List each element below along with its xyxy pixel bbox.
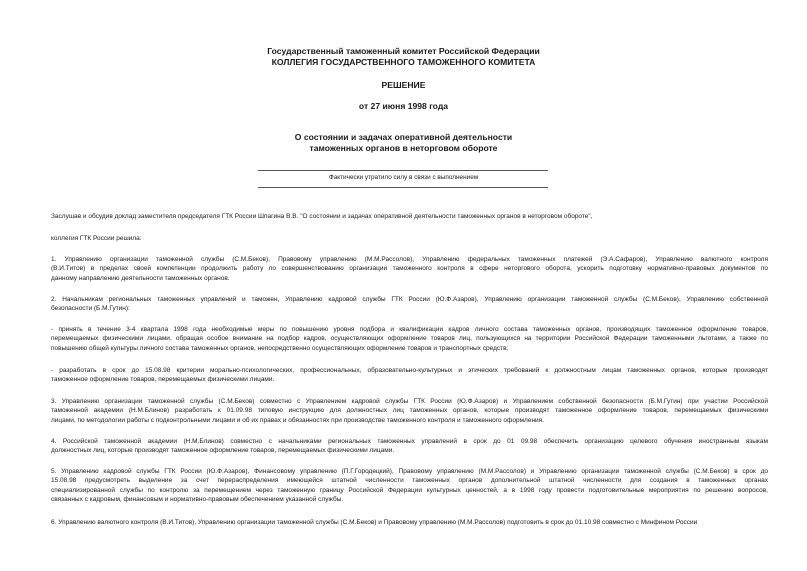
status-note-top-rule: [258, 170, 548, 171]
paragraph-item-2-criteria: [51, 366, 768, 385]
paragraph-item-3: [51, 397, 768, 425]
paragraph-line: перемещаемых физическими лицами, обращая особое внимание на подбор кадров, осуществляющих оформление товаров лиц, пользующихся на территории Российской Федерации таможенными льготами, а также по: [51, 335, 768, 343]
paragraph-line: коллегия ГТК России решила:: [51, 235, 142, 242]
paragraph-item-1: [51, 255, 768, 283]
paragraph-line: лицами, по методологии работы с подконтрольными лицами и об их правах и обязанностях при производстве таможенного контроля и таможенного оформления.: [51, 416, 545, 424]
paragraph-line: данному направлению деятельности таможенных органов.: [51, 274, 230, 282]
paragraph-line: связанных с кадровым, финансовым и нормативно-правовым обеспечением указанной службы.: [51, 495, 344, 503]
paragraph-line: 5. Управлению кадровой службы ГТК России (Ю.Ф.Азаров), Финансовому управлению (П.Г.Городецкий), Правовому управлению (М.М.Рассолов) и Управлению организации таможенной службы (С.М.Беков) в срок до: [51, 468, 768, 475]
paragraph-item-5: [51, 467, 768, 504]
paragraph-item-2: [51, 295, 768, 314]
paragraph-line: 3. Управлению организации таможенной службы (С.М.Беков) совместно с Управлением кадровой службы ГТК России (Ю.Ф.Азаров) и Управлением собственной безопасности (Б.М.Гутин) при участии Российской: [51, 398, 768, 405]
paragraph-line: 15.08.98 предусмотреть выделение за счет перераспределения имеющейся штатной численности таможенных органов дополнительной штатной численности для создания в таможенных органах: [51, 477, 768, 485]
document-title-line-1: О состоянии и задачах оперативной деятельности: [294, 132, 513, 142]
paragraph-line: 6. Управлению валютного контроля (В.И.Титов), Управлению организации таможенной службы (С.М.Беков) и Правовому управлению (М.М.Рассолов) подготовить в срок до 01.10.98 совместно с Минфином России: [51, 519, 698, 526]
document-date: от 27 июня 1998 года: [358, 101, 449, 111]
document-type: РЕШЕНИЕ: [381, 80, 426, 90]
paragraph-line: 2. Начальникам региональных таможенных управлений и таможен, Управлению кадровой службы ГТК России (Ю.Ф.Азаров), Управлению организации таможенной службы (С.М.Беков), Управлению собственной: [51, 296, 768, 303]
paragraph-line: - разработать в срок до 15.08.98 критерии морально-психологических, профессиональных, образовательно-культурных и этических требований к должностным лицам таможенных органов, которые производят: [51, 367, 768, 374]
paragraph-line: Заслушав и обсудив доклад заместителя председателя ГТК России Шпагина В.В. "О состоянии и задачах оперативной деятельности таможенных органов в неторговом обороте",: [51, 213, 593, 220]
paragraph-line: 4. Российской таможенной академии (Н.М.Блинов) совместно с начальниками региональных таможенных управлений в срок до 01 09.98 обеспечить организацию целевого обучения иностранным языкам: [51, 438, 768, 445]
paragraph-item-2-measures: [51, 325, 768, 353]
status-note: Фактически утратило силу в связи с выполнением: [328, 174, 479, 181]
paragraph-line: должностных лиц, которые производят таможенное оформление товаров, перемещаемых физическими лицами.: [51, 447, 395, 455]
paragraph-preamble: [51, 212, 768, 221]
authority-name: Государственный таможенный комитет Российской Федерации: [267, 46, 540, 56]
status-note-bottom-rule: [258, 187, 548, 188]
paragraph-line: повышению общей культуры личного состава таможенных органов, непосредственно осуществляющих оформление товаров и транспортных средств;: [51, 344, 509, 352]
paragraph-line: специализированной службы по контролю за перемещением через таможенную границу Российской Федерации культурных ценностей, а в 1998 году провести подготовительные мероприятия по решению вопросов,: [51, 486, 768, 494]
paragraph-item-6: [51, 518, 768, 527]
paragraph-line: таможенной академии (Н.М.Блинов) разработать к 01.09.98 типовую инструкцию для должностных лиц таможенных органов, которые производят таможенное оформление товаров, перемещаемых физическими: [51, 407, 768, 415]
paragraph-decision: [51, 234, 768, 243]
collegium-name: КОЛЛЕГИЯ ГОСУДАРСТВЕННОГО ТАМОЖЕННОГО КОМИТЕТА: [271, 57, 536, 67]
document-title-line-2: таможенных органов в неторговом обороте: [309, 143, 498, 153]
paragraph-item-4: [51, 437, 768, 456]
paragraph-line: таможенное оформление товаров, перемещаемых физическими лицами.: [51, 376, 275, 384]
paragraph-line: - принять в течение 3-4 квартала 1998 года необходимые меры по повышению уровня подбора и квалификации кадров личного состава таможенных органов, производящих таможенное оформление товаров,: [51, 326, 768, 333]
paragraph-line: безопасности (Б.М.Гутин):: [51, 305, 130, 313]
paragraph-line: 1. Управлению организации таможенной службы (С.М.Беков), Правовому управлению (М.М.Рассолов), Управлению федеральных таможенных платежей (Э.А.Сафаров), Управлению валютного контроля: [51, 256, 768, 263]
paragraph-line: (В.И.Титов) в пределах своей компетенции продолжить работу по совершенствованию организации таможенного контроля в сфере неторгового оборота, ускорить подготовку нормативно-правовых документов по: [51, 265, 768, 273]
